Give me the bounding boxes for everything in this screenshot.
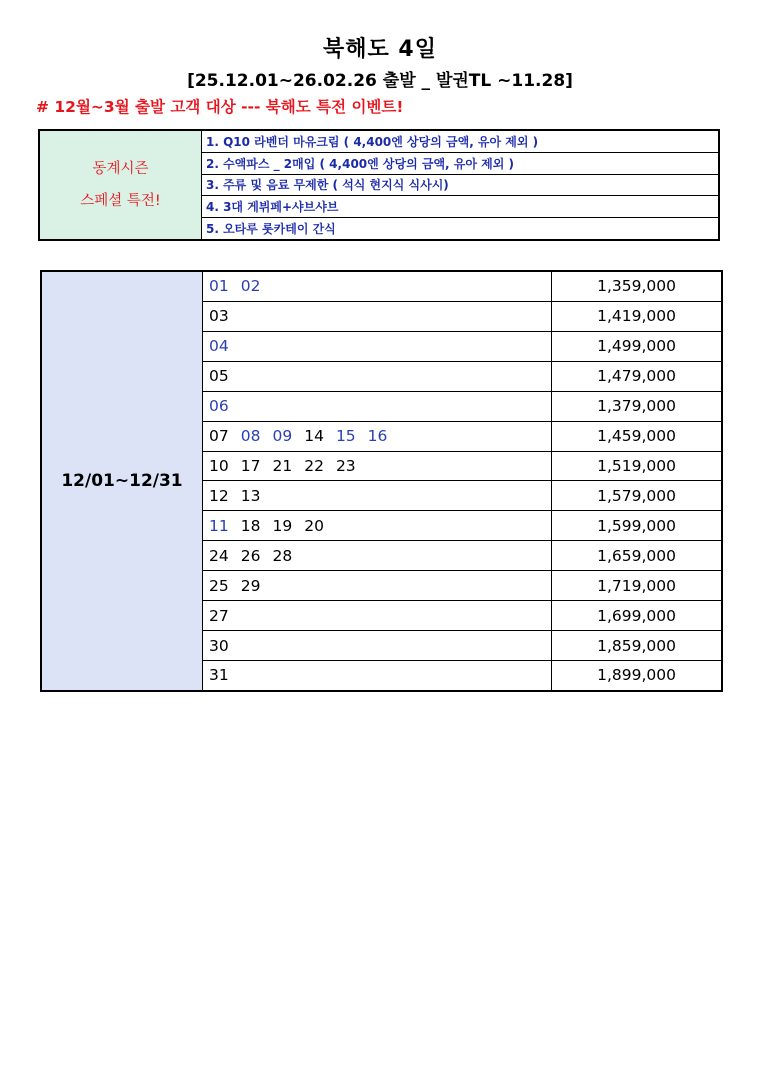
table-row <box>203 571 721 601</box>
departure-date: 28 <box>272 546 293 565</box>
departure-date: 07 <box>209 427 229 446</box>
departure-date: 19 <box>272 516 293 535</box>
departure-dates-cell <box>203 661 552 690</box>
event-announcement: # 12월~3월 출발 고객 대상 --- 북해도 특전 이벤트! <box>36 98 404 116</box>
price-cell: 1,659,000 <box>597 546 676 565</box>
departure-date: 04 <box>209 337 229 356</box>
benefit-label-line2: 스페셜 특전! <box>80 193 161 209</box>
departure-dates-cell <box>203 481 552 510</box>
departure-dates-cell <box>203 511 552 540</box>
table-row <box>203 272 721 302</box>
price-cell: 1,899,000 <box>597 666 676 685</box>
price-cell: 1,579,000 <box>597 486 676 505</box>
departure-date: 29 <box>240 576 261 595</box>
price-cell: 1,459,000 <box>597 427 676 446</box>
departure-dates-cell <box>203 571 552 600</box>
price-cell: 1,719,000 <box>597 576 676 595</box>
table-row <box>203 541 721 571</box>
departure-date: 15 <box>335 427 356 446</box>
departure-dates-cell <box>203 272 552 301</box>
departure-date: 30 <box>209 636 229 655</box>
departure-date: 09 <box>272 427 293 446</box>
table-row <box>203 511 721 541</box>
departure-dates-cell <box>203 332 552 361</box>
price-cell: 1,379,000 <box>597 397 676 416</box>
departure-date: 27 <box>209 606 229 625</box>
price-cell: 1,479,000 <box>597 367 676 386</box>
page-title: 북해도 4일 <box>323 37 437 62</box>
departure-date: 13 <box>240 486 261 505</box>
departure-date: 17 <box>240 456 261 475</box>
departure-dates-cell <box>203 452 552 481</box>
price-cell: 1,359,000 <box>597 277 676 296</box>
price-cell: 1,859,000 <box>597 636 676 655</box>
departure-period-subtitle: [25.12.01~26.02.26 출발 _ 발권TL ~11.28] <box>187 71 573 91</box>
price-cell: 1,699,000 <box>597 606 676 625</box>
departure-date: 10 <box>209 456 229 475</box>
table-row <box>203 631 721 661</box>
benefit-item: 4. 3대 게뷔페+샤브샤브 <box>202 196 718 218</box>
departure-date: 06 <box>209 397 229 416</box>
benefit-item: 2. 수액파스 _ 2매입 ( 4,400엔 상당의 금액, 유아 제외 ) <box>202 153 718 175</box>
benefit-box <box>38 129 720 241</box>
table-row <box>203 302 721 332</box>
departure-date: 21 <box>272 456 293 475</box>
benefit-label-cell <box>40 131 202 239</box>
price-cell: 1,599,000 <box>597 516 676 535</box>
departure-dates-cell <box>203 392 552 421</box>
benefit-item: 3. 주류 및 음료 무제한 ( 석식 현지식 식사시) <box>202 175 718 197</box>
departure-dates-cell <box>203 302 552 331</box>
departure-date: 25 <box>209 576 229 595</box>
departure-date: 08 <box>240 427 261 446</box>
table-row <box>203 392 721 422</box>
price-cell: 1,419,000 <box>597 307 676 326</box>
benefit-item: 5. 오타루 롯카테이 간식 <box>206 222 336 237</box>
departure-date: 03 <box>209 307 229 326</box>
table-row <box>203 601 721 631</box>
departure-date: 23 <box>335 456 356 475</box>
table-row <box>203 422 721 452</box>
departure-date: 02 <box>240 277 261 296</box>
table-row <box>203 362 721 392</box>
benefit-list <box>202 131 718 239</box>
price-table <box>40 270 723 692</box>
departure-date: 01 <box>209 277 229 296</box>
price-cell: 1,519,000 <box>597 456 676 475</box>
price-rows <box>203 272 721 690</box>
departure-date: 20 <box>304 516 324 535</box>
departure-date: 22 <box>304 456 324 475</box>
departure-date: 16 <box>367 427 388 446</box>
departure-dates-cell <box>203 422 552 451</box>
departure-dates-cell <box>203 541 552 570</box>
departure-date: 05 <box>209 367 229 386</box>
departure-date: 26 <box>240 546 261 565</box>
departure-dates-cell <box>203 362 552 391</box>
departure-date: 18 <box>240 516 261 535</box>
departure-date: 31 <box>209 666 229 685</box>
benefit-item: 1. Q10 라벤더 마유크림 ( 4,400엔 상당의 금액, 유아 제외 ) <box>202 131 718 153</box>
departure-date: 24 <box>209 546 229 565</box>
benefit-label-line1: 동계시즌 <box>92 161 149 177</box>
table-row <box>203 481 721 511</box>
departure-date: 14 <box>304 427 324 446</box>
table-row <box>203 661 721 690</box>
departure-dates-cell <box>203 631 552 660</box>
period-cell: 12/01~12/31 <box>42 272 203 690</box>
departure-date: 12 <box>209 486 229 505</box>
table-row <box>203 332 721 362</box>
departure-date: 11 <box>209 516 229 535</box>
departure-dates-cell <box>203 601 552 630</box>
price-cell: 1,499,000 <box>597 337 676 356</box>
table-row <box>203 452 721 482</box>
